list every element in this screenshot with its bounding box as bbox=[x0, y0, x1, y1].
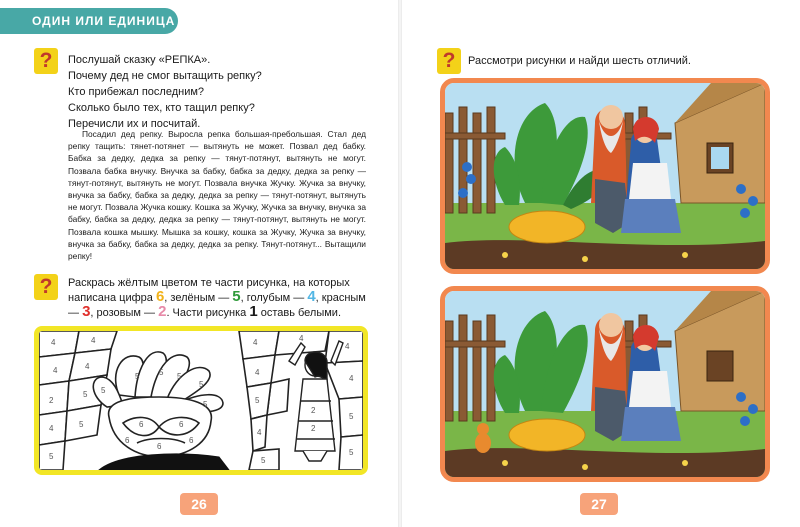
svg-text:4: 4 bbox=[85, 362, 90, 371]
svg-text:2: 2 bbox=[311, 424, 316, 433]
svg-text:5: 5 bbox=[203, 400, 208, 409]
svg-text:6: 6 bbox=[189, 436, 194, 445]
svg-text:4: 4 bbox=[349, 374, 354, 383]
svg-text:4: 4 bbox=[255, 368, 260, 377]
turnip-scene-illustration-a bbox=[445, 83, 765, 269]
picture-frame-bottom bbox=[440, 286, 770, 482]
svg-text:5: 5 bbox=[199, 380, 204, 389]
fairy-tale-text bbox=[68, 128, 366, 262]
digit-6-yellow: 6 bbox=[155, 288, 165, 305]
intro-line: Сколько было тех, кто тащил репку? bbox=[68, 102, 255, 114]
svg-text:4: 4 bbox=[257, 428, 262, 437]
svg-text:6: 6 bbox=[125, 436, 130, 445]
svg-text:6: 6 bbox=[179, 420, 184, 429]
svg-text:5: 5 bbox=[49, 452, 54, 461]
svg-text:5: 5 bbox=[159, 368, 164, 377]
find-differences-instruction: Рассмотри рисунки и найди шесть отличий. bbox=[468, 55, 691, 67]
svg-text:5: 5 bbox=[79, 420, 84, 429]
question-mark-icon: ? bbox=[34, 274, 58, 300]
intro-line: Почему дед не смог вытащить репку? bbox=[68, 70, 262, 82]
svg-text:4: 4 bbox=[49, 424, 54, 433]
svg-text:4: 4 bbox=[299, 334, 304, 343]
instruction-text: Раскрась жёлтым цветом те части рисунка, на которых написана цифра bbox=[68, 277, 350, 304]
intro-line: Послушай сказку «РЕПКА». bbox=[68, 54, 211, 66]
svg-text:5: 5 bbox=[177, 372, 182, 381]
svg-text:4: 4 bbox=[53, 366, 58, 375]
digit-4-blue: 4 bbox=[307, 288, 316, 305]
turnip-scene-illustration-b bbox=[445, 291, 765, 477]
turnip-coloring-illustration bbox=[39, 331, 363, 470]
svg-text:5: 5 bbox=[255, 396, 260, 405]
question-mark-icon: ? bbox=[34, 48, 58, 74]
question-mark-icon: ? bbox=[437, 48, 461, 74]
instruction-text: , зелёным — bbox=[164, 292, 233, 304]
picture-frame-top bbox=[440, 78, 770, 274]
svg-text:2: 2 bbox=[49, 396, 54, 405]
intro-line: Кто прибежал последним? bbox=[68, 86, 205, 98]
svg-text:4: 4 bbox=[345, 342, 350, 351]
svg-text:6: 6 bbox=[139, 420, 144, 429]
instruction-text: , красным — bbox=[68, 292, 366, 319]
svg-text:4: 4 bbox=[253, 338, 258, 347]
svg-text:5: 5 bbox=[101, 386, 106, 395]
svg-text:5: 5 bbox=[349, 448, 354, 457]
instruction-text: , голубым — bbox=[240, 292, 308, 304]
svg-text:2: 2 bbox=[311, 406, 316, 415]
page-gutter bbox=[398, 0, 402, 527]
digit-3-red: 3 bbox=[82, 303, 91, 320]
instruction-text: . Части рисунка bbox=[166, 307, 250, 319]
instruction-text: , розовым — bbox=[90, 307, 159, 319]
digit-1-black: 1 bbox=[249, 303, 258, 320]
story-paragraph: Посадил дед репку. Выросла репка большая-пребольшая. Стал дед репку тащить: тянет-потянет — вытянуть не может. Позвал дед бабку. Бабка за дедку, дедка за репку — тянут-потянут, вытянуть не могут. Позвала бабка внучку. Внучка за бабку, бабка за дедку, дедка за репку — тянут-потянут, вытянуть не могут. Позвала внучка Жучку. Жучка за внучку, внучка за бабку, бабка за дедку, дедка за репку — тянут-потянут, вытянуть не могут. Позвала Жучка кошку. Кошка за Жучку, Жучка за внучку, внучка за бабку, бабка за дедку, дедка за репку — тянут-потянут, вытянуть не могут. Позвала кошка мышку. Мышка за кошку, кошка за Жучку, Жучка за внучку, внучка за бабку, бабка за дедку, дедка за репку. Тянут-потянут... Вытащили репку! bbox=[68, 129, 366, 262]
section-header-tab: ОДИН ИЛИ ЕДИНИЦА bbox=[0, 8, 178, 34]
page-number-left: 26 bbox=[180, 493, 218, 515]
intro-questions bbox=[68, 52, 368, 132]
instruction-text: оставь белыми. bbox=[257, 307, 342, 319]
svg-text:5: 5 bbox=[349, 412, 354, 421]
page-number-right: 27 bbox=[580, 493, 618, 515]
svg-text:6: 6 bbox=[157, 442, 162, 451]
svg-text:5: 5 bbox=[135, 372, 140, 381]
coloring-instructions bbox=[68, 276, 368, 320]
coloring-by-numbers-picture bbox=[34, 326, 368, 475]
digit-5-green: 5 bbox=[232, 288, 241, 305]
svg-text:5: 5 bbox=[83, 390, 88, 399]
svg-text:4: 4 bbox=[91, 336, 96, 345]
svg-text:4: 4 bbox=[51, 338, 56, 347]
intro-line: Перечисли их и посчитай. bbox=[68, 118, 201, 130]
digit-2-pink: 2 bbox=[158, 303, 167, 320]
svg-text:5: 5 bbox=[261, 456, 266, 465]
